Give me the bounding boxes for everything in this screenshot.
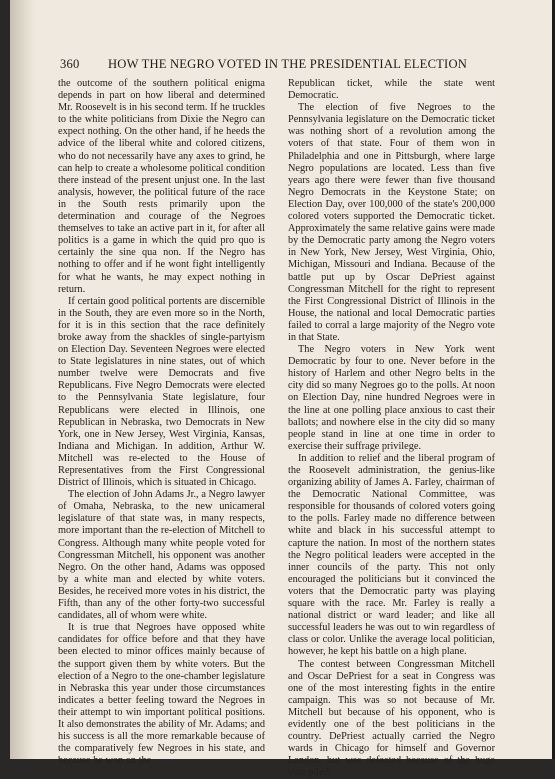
right-column: [288, 78, 495, 758]
page-number: 360: [60, 57, 80, 72]
left-column: [58, 78, 265, 758]
paragraph: The election of five Negroes to the Pennsylvania legislature on the Democratic ticket was nothing short of a revolution among the voters of that state. Four of them won in Philadelphia and one in Pittsburgh, where large Negro populations are located. Less than five years ago there were fewer than five thousand Negro Democrats in the Keystone State; on Election Day, over 100,000 of the state's 200,000 colored voters supported the Democratic ticket. Approximately the same relative gains were made by the Democratic party among the Negro voters in New York, New Jersey, West Virginia, Ohio, Michigan, Missouri and Indiana. Because of the battle put up by Oscar DePriest against Congressman Mitchell for the right to represent the First Congressional District of Illinois in the House, the national and local Democratic parties failed to corral a large majority of the Negro vote in that State.: [288, 102, 495, 344]
book-page: [10, 0, 555, 759]
paragraph: If certain good political portents are discernible in the South, they are even more so in the North, for it is in this section that the race definitely broke away from the shackles of single-partyism on Election Day. Seventeen Negroes were elected to State legislatures in nine states, out of which number twelve were Democrats and five Republicans. Five Negro Democrats were elected to the Pennsylvania State legislature, four Republicans were elected in Illinois, one Republican in Nebraska, two Democrats in New York, one in New Jersey, West Virginia, Kansas, Indiana and Michigan. In addition, Arthur W. Mitchell was re-elected to the House of Representatives from the First Congressional District of Illinois, which is situated in Chicago.: [58, 296, 265, 490]
paragraph: In addition to relief and the liberal program of the Roosevelt administration, the genius-like organizing ability of James A. Farley, chairman of the Democratic National Committee, was responsible for thousands of colored voters going to the polls. Farley made no difference between white and black in his successful attempt to capture the nation. In most of the northern states the Negro political leaders were accepted in the inner councils of the party. This not only encouraged the politicians but it convinced the voters that the Democratic party was playing square with the race. Mr. Farley is really a national district or ward leader; and like all successful leaders he was out to win regardless of class or color. Unlike the average local politician, however, he kept his battle on a high plane.: [288, 453, 495, 659]
paragraph: The election of John Adams Jr., a Negro lawyer of Omaha, Nebraska, to the new unicameral legislature of that state was, in many respects, more important than the re-election of Mitchell to Congress. Although many white people voted for Congressman Mitchell, his opponent was another Negro. On the other hand, Adams was opposed by a white man and elected by white voters. Besides, he received more votes in his district, the Fifth, than any of the other forty-two successful candidates, all of whom were white.: [58, 489, 265, 622]
paragraph: The Negro voters in New York went Democratic by four to one. Never before in the history of Harlem and other Negro belts in the city did so many Negroes go to the polls. At noon on Election Day, nine hundred Negroes were in the line at one polling place anxious to cast their ballots; and nowhere else in the city did so many people stand in line at one time in order to exercise their suffrage privilege.: [288, 344, 495, 453]
paragraph: The contest between Congressman Mitchell and Oscar DePriest for a seat in Congress was one of the most interesting fights in the entire campaign. This was so not because of Mr. Mitchell but because of his opponent, who is evidently one of the best politicians in the country. DePriest actually carried the Negro wards in Chicago for himself and Governor Landon, but was defeated because of the huge vote piled: [288, 659, 495, 779]
paragraph: the outcome of the southern political enigma depends in part on how liberal and determined Mr. Roosevelt is in his second term. If he truckles to the white politicians from Dixie the Negro can expect nothing. On the other hand, if he heeds the advice of the liberal white and colored citizens, who do not necessarily have any axes to grind, he can help to create a wholesome political condition there instead of the present unjust one. In the last analysis, however, the political future of the race in the South rests primarily upon the determination and courage of the Negroes themselves to take an active part in it, for after all politics is a game in which the quid pro quo is certainly the sine qua non. If the Negro has nothing to offer and if he wont fight intelligently for what he wants, he may expect nothing in return.: [58, 78, 265, 296]
paragraph: Republican ticket, while the state went Democratic.: [288, 78, 495, 102]
running-head: [60, 57, 540, 73]
running-title: HOW THE NEGRO VOTED IN THE PRESIDENTIAL ELECTION: [108, 57, 467, 72]
paragraph: It is true that Negroes have opposed white candidates for office before and that they have been elected to minor offices mainly because of the support given them by white voters. But the election of a Negro to the one-chamber legislature in Nebraska this year under those circumstances indicates a better feeling toward the Negroes in their attempt to win important political positions. It also demonstrates the ability of Mr. Adams; and his success is all the more remarkable because of the comparatively few Negroes in his state, and because he won on the: [58, 622, 265, 767]
